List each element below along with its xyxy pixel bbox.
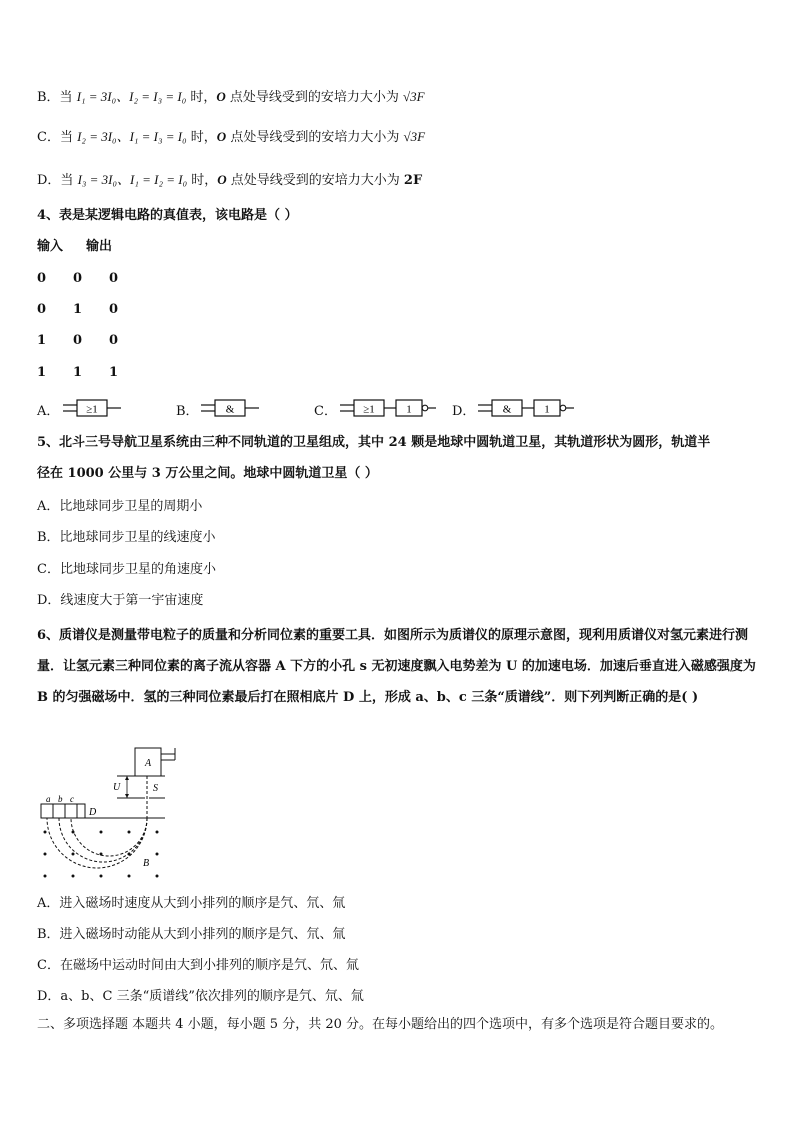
truth-table-row: 1 1 1 xyxy=(37,365,119,380)
truth-table-header: 输入 输出 xyxy=(37,239,113,254)
nor-gate-icon xyxy=(340,398,438,418)
line-c-label: c xyxy=(70,794,74,804)
slit-s-label: S xyxy=(153,783,158,794)
line-a-label: a xyxy=(46,794,51,804)
q5-option-d: D．线速度大于第一宇宙速度 xyxy=(37,593,204,608)
container-a-label: A xyxy=(145,758,152,769)
q6-option-d: D．a、b、C 三条“质谱线”依次排列的顺序是氕、氘、氚 xyxy=(37,989,364,1004)
q3-option-c: C．当 I₂ = 3I₀、I₁ = I₃ = I₀ 时，O 点处导线受到的安培力大小为 √3F xyxy=(37,129,426,145)
q3-option-d: D．当 I₃ = 3I₀、I₁ = I₂ = I₀ 时，O 点处导线受到的安培力大小为 2F xyxy=(37,172,423,188)
gate-symbol: 1 xyxy=(406,403,412,416)
truth-table-row: 0 1 0 xyxy=(37,302,119,317)
gate-symbol: ≥1 xyxy=(86,403,98,416)
section-two-heading: 二、多项选择题 本题共 4 小题，每小题 5 分，共 20 分。在每小题给出的四个选项中，有多个选项是符合题目要求的。 xyxy=(37,1017,724,1032)
q5-option-b: B．比地球同步卫星的线速度小 xyxy=(37,530,216,545)
film-d-label: D xyxy=(89,807,97,818)
q5-stem-line2: 径在 1000 公里与 3 万公里之间。地球中圆轨道卫星（ ） xyxy=(37,466,378,481)
q4-option-a-label: A． xyxy=(37,404,60,419)
q6-stem: 6、质谱仪是测量带电粒子的质量和分析同位素的重要工具．如图所示为质谱仪的原理示意图，现利用质谱仪对氢元素进行测量．让氢元素三种同位素的离子流从容器 A 下方的小孔 s 无初速度飘入电势差为 U 的加速电场．加速后垂直进入磁感强度为 B 的匀强磁场中．氢的三种同位素最后打在照相底片 D 上，形成 a、b、c 三条“质谱线”．则下列判断正确的是( ) xyxy=(37,628,756,705)
q3-option-b: B．当 I₁ = 3I₀、I₂ = I₃ = I₀ 时，O 点处导线受到的安培力大小为 √3F xyxy=(37,89,425,105)
and-gate-icon xyxy=(201,398,261,418)
q6-option-a: A．进入磁场时速度从大到小排列的顺序是氕、氘、氚 xyxy=(37,896,346,911)
mass-spectrometer-figure xyxy=(37,744,177,888)
q6-option-c: C．在磁场中运动时间由大到小排列的顺序是氕、氘、氚 xyxy=(37,958,359,973)
q6-option-b: B．进入磁场时动能从大到小排列的顺序是氕、氘、氚 xyxy=(37,927,346,942)
gate-symbol: ≥1 xyxy=(363,403,375,416)
q4-option-c-label: C． xyxy=(314,404,337,419)
nand-gate-icon xyxy=(478,398,576,418)
q4-option-d-label: D． xyxy=(452,404,476,419)
field-b-label: B xyxy=(143,858,150,869)
voltage-u-label: U xyxy=(113,782,121,793)
q4-option-b-label: B． xyxy=(176,404,199,419)
q5-option-a: A．比地球同步卫星的周期小 xyxy=(37,499,203,514)
truth-table-row: 1 0 0 xyxy=(37,333,119,348)
q4-stem: 4、表是某逻辑电路的真值表，该电路是（ ） xyxy=(37,208,298,223)
or-gate-icon xyxy=(63,398,123,418)
truth-table-row: 0 0 0 xyxy=(37,271,119,286)
gate-symbol: & xyxy=(225,403,235,416)
gate-symbol: 1 xyxy=(544,403,550,416)
q5-stem-line1: 5、北斗三号导航卫星系统由三种不同轨道的卫星组成，其中 24 颗是地球中圆轨道卫星，其轨道形状为圆形，轨道半 xyxy=(37,435,711,450)
gate-symbol: & xyxy=(502,403,512,416)
line-b-label: b xyxy=(58,794,63,804)
q5-option-c: C．比地球同步卫星的角速度小 xyxy=(37,562,216,577)
